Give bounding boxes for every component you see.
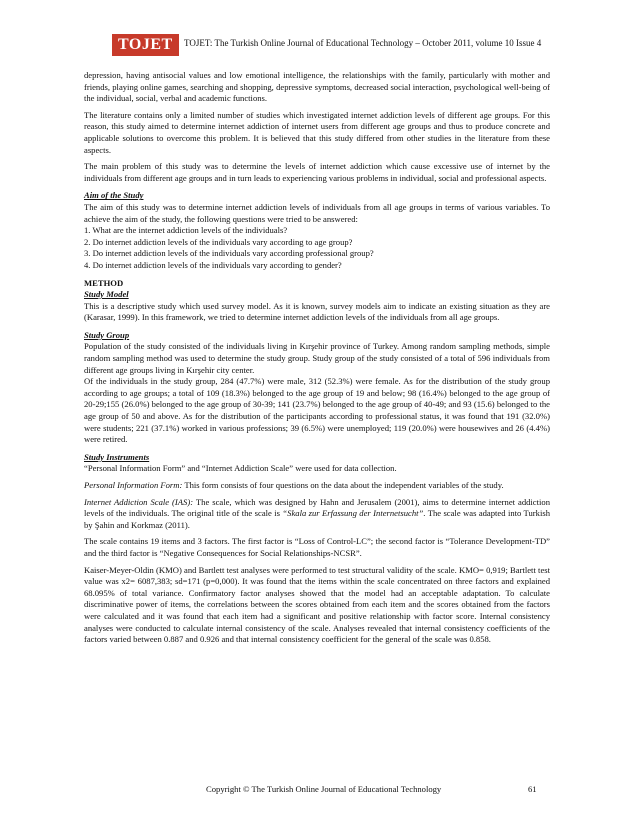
page-header [112, 34, 552, 58]
aim-text: The aim of this study was to determine internet addiction levels of individuals from all age groups in terms of various variables. To achieve the aim of the study, the following questions were tried to be answered: [84, 201, 550, 224]
pif-paragraph [84, 480, 550, 492]
paragraph: The literature contains only a limited number of studies which investigated internet addiction levels of different age groups. For this reason, this study aimed to determine internet addiction of internet users from different age groups and thus to produce concrete and applicable solutions to overcome this problem. It is believed that this study differed from other studies in the literature from these aspects. [84, 109, 550, 155]
method-heading: METHOD [84, 277, 124, 288]
pif-label: Personal Information Form: [84, 480, 183, 490]
page-footer [0, 784, 638, 798]
ias-text: . The scale was adapted into Turkish by Şahin and Korkmaz (2011). [84, 508, 550, 530]
kmo-text: Kaiser-Meyer-Oldin (KMO) and Bartlett test analyses were performed to test structural validity of the scale. KMO= 0,919; Bartlett test value was x2= 6087,383; sd=171 (p=0,000). It was found that the items within the scale concentrated on three factors and explained 68.095% of total variance. Confirmatory factor analyses showed that the model had an acceptable adaptation. To calculate discriminative power of items, the correlations between the scores obtained from each item and the scores obtained from the factors were calculated and it was found that each item had a significant and positive relationship with factor score. Internal consistency analyses were conducted to calculate internal consistency of the scale. Analyses revealed that internal consistency coefficients of the factors varied between 0.887 and 0.926 and that internal consistency coefficient for the general of the scale was 0.858. [84, 564, 550, 645]
group-heading: Study Group [84, 329, 130, 340]
ias-text: The scale, which was designed by Hahn and Jerusalem (2001), aims to determine internet addiction levels of the individuals. The original title of the scale is [84, 496, 550, 519]
journal-logo: TOJET [112, 34, 179, 56]
group-text: Population of the study consisted of the individuals living in Kırşehir province of Turkey. Among random sampling methods, simple random sampling method was used to determine the study group. Study group of the study consisted of a total of 596 individuals from different age groups living in Kırşehir city center. [84, 341, 550, 375]
model-heading: Study Model [84, 289, 129, 300]
paragraph: depression, having antisocial values and low emotional intelligence, the relationships with the family, particularly with mother and friends, playing online games, searching and shopping, depressive symptoms, decreased social interaction, psychological well-being of the individual, social, verbal and academic functions. [84, 70, 550, 104]
paragraph: The main problem of this study was to determine the levels of internet addiction which cause excessive use of internet by the individuals from different age groups and in turn leads to experiencing various problems in individual, social and professional aspects. [84, 161, 550, 183]
header-title: TOJET: The Turkish Online Journal of Educational Technology – October 2011, volume 10 Issue 4 [184, 38, 542, 48]
pif-text: This form consists of four questions on the data about the independent variables of the study. [182, 480, 504, 490]
ias-original-title: “Skala zur Erfassung der Internetsucht” [282, 508, 424, 519]
article-body [84, 70, 550, 651]
footer-copyright: Copyright © The Turkish Online Journal of Educational Technology [206, 784, 442, 794]
question-item: 3. Do internet addiction levels of the individuals vary according professional group? [84, 248, 374, 259]
model-text: This is a descriptive study which used survey model. As it is known, survey models aim to indicate an existing situation as they are (Karasar, 1999). In this framework, we tried to determine internet addiction levels of the individuals from all age groups. [84, 300, 550, 323]
research-questions [84, 225, 550, 271]
instruments-heading: Study Instruments [84, 451, 150, 462]
question-item: 2. Do internet addiction levels of the individuals vary according to age group? [84, 236, 353, 247]
scale-text: The scale contains 19 items and 3 factors. The first factor is “Loss of Control-LC”; the second factor is “Tolerance Development-TD” and the third factor is “Negative Consequences for Social Relationships-NCSR”. [84, 536, 550, 558]
aim-heading: Aim of the Study [84, 190, 144, 201]
ias-label: Internet Addiction Scale (IAS): [84, 496, 194, 507]
group-text: Of the individuals in the study group, 284 (47.7%) were male, 312 (52.3%) were female. As for the distribution of the study group according to age groups; a total of 109 (18.3%) belonged to the age group of 19 and below; 98 (16.4%) belonged to the age group of 20-29;155 (26.0%) belonged to the age group of 30-39; 141 (23.7%) belonged to the age group of 40-49; and 93 (15.6) belonged to the age group of 50 and above. As for the distribution of the participants according to professional status, it was found that 191 (32.0%) were students; 221 (37.1%) worked in various professions; 39 (6.5%) were unemployed; 119 (20.0%) were housewives and 26 (4.4%) were retired. [84, 376, 550, 445]
page-number: 61 [528, 784, 537, 794]
question-item: 4. Do internet addiction levels of the individuals vary according to gender? [84, 259, 342, 270]
instruments-text: “Personal Information Form” and “Internet Addiction Scale” were used for data collection. [84, 463, 397, 474]
question-item: 1. What are the internet addiction levels of the individuals? [84, 225, 288, 236]
ias-paragraph [84, 497, 550, 532]
